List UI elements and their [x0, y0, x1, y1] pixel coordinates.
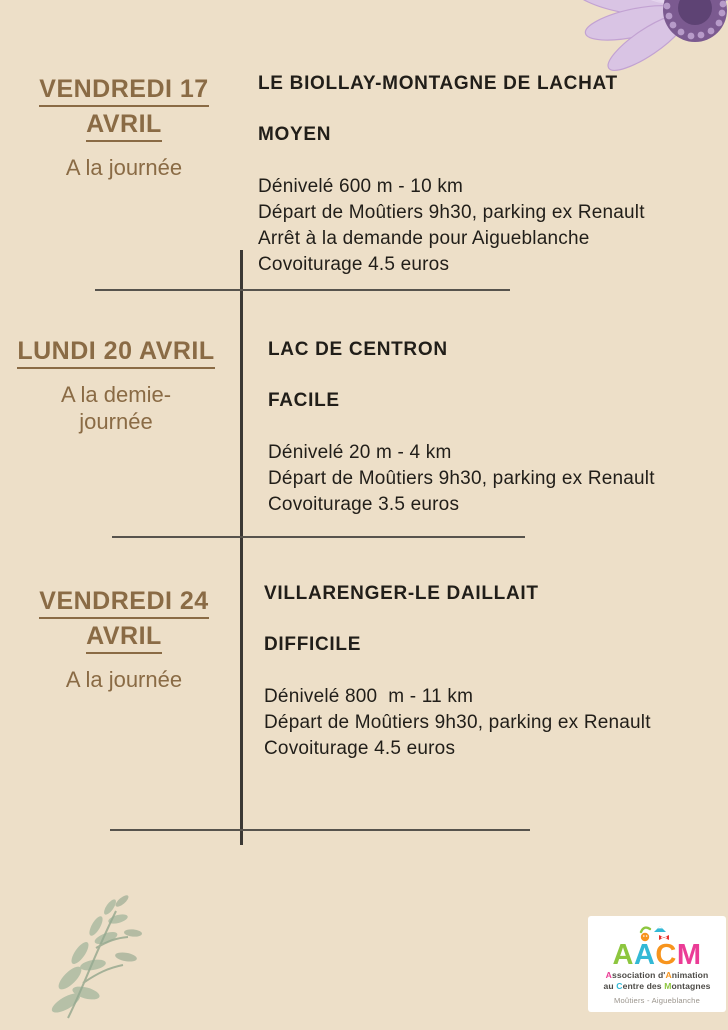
section-1-date-block	[18, 72, 230, 181]
logo-letter-a2: A	[633, 939, 656, 971]
section-2-details	[268, 440, 728, 518]
logo-text: nimation	[671, 970, 709, 980]
logo-initial: A	[605, 970, 612, 980]
logo-text: ontagnes	[671, 980, 711, 991]
section-3-difficulty: DIFFICILE	[264, 634, 362, 655]
section-3-date	[18, 584, 230, 654]
detail-line: Départ de Moûtiers 9h30, parking ex Renault	[258, 202, 645, 223]
horizontal-divider-1	[95, 289, 510, 291]
section-1-details	[258, 174, 728, 278]
logo-initial: M	[664, 980, 672, 991]
logo-acronym	[612, 941, 701, 970]
logo-initial: A	[665, 970, 672, 980]
leaf-branch-icon	[38, 893, 153, 1023]
logo-letter-c: C	[655, 939, 677, 971]
section-2-hike-title: LAC DE CENTRON	[268, 339, 448, 360]
logo-subtitle: Moûtiers - Aigueblanche	[613, 996, 701, 1005]
date-line: AVRIL	[86, 622, 162, 654]
detail-line: Dénivelé 600 m - 10 km	[258, 176, 464, 197]
section-2-date-block	[8, 334, 224, 435]
section-2-hike-block	[268, 338, 728, 518]
logo-name-line-1	[606, 970, 709, 981]
section-2-difficulty: FACILE	[268, 390, 340, 411]
date-line: VENDREDI 24	[39, 587, 208, 619]
logo-text: ssociation d'	[611, 970, 666, 980]
logo-text: au	[603, 980, 617, 991]
section-3-hike-title: VILLARENGER-LE DAILLAIT	[264, 583, 539, 604]
section-3-details	[264, 684, 728, 762]
logo-letter-a1: A	[612, 939, 634, 971]
section-3-hike-block	[264, 582, 728, 762]
date-line: VENDREDI 17	[39, 75, 208, 107]
section-1-difficulty: MOYEN	[258, 124, 332, 145]
detail-line: Covoiturage 3.5 euros	[268, 494, 460, 515]
section-1-date	[18, 72, 230, 142]
section-1-hike-title: LE BIOLLAY-MONTAGNE DE LACHAT	[258, 73, 618, 94]
logo-initial: C	[616, 980, 623, 991]
horizontal-divider-2	[112, 536, 525, 538]
vertical-divider	[240, 250, 243, 845]
detail-line: Départ de Moûtiers 9h30, parking ex Renault	[268, 468, 655, 489]
detail-line: Covoiturage 4.5 euros	[258, 254, 450, 275]
section-2-date	[8, 334, 224, 369]
section-3-schedule: A la journée	[65, 667, 183, 692]
detail-line: Dénivelé 800 m - 11 km	[264, 686, 474, 707]
section-3-date-block	[18, 584, 230, 693]
section-1-schedule: A la journée	[65, 155, 183, 180]
date-line: AVRIL	[86, 110, 162, 142]
logo-text: entre des	[622, 980, 665, 991]
logo-name-line-2	[604, 981, 711, 992]
horizontal-divider-3	[110, 829, 530, 831]
logo-letter-m: M	[676, 939, 702, 971]
detail-line: Arrêt à la demande pour Aigueblanche	[258, 228, 590, 249]
detail-line: Dénivelé 20 m - 4 km	[268, 442, 452, 463]
detail-line: Covoiturage 4.5 euros	[264, 738, 456, 759]
aacm-logo	[588, 916, 726, 1012]
detail-line: Départ de Moûtiers 9h30, parking ex Renault	[264, 712, 651, 733]
section-2-schedule: A la demie-journée	[60, 382, 172, 434]
date-line: LUNDI 20 AVRIL	[17, 337, 214, 369]
section-1-hike-block	[258, 72, 728, 278]
